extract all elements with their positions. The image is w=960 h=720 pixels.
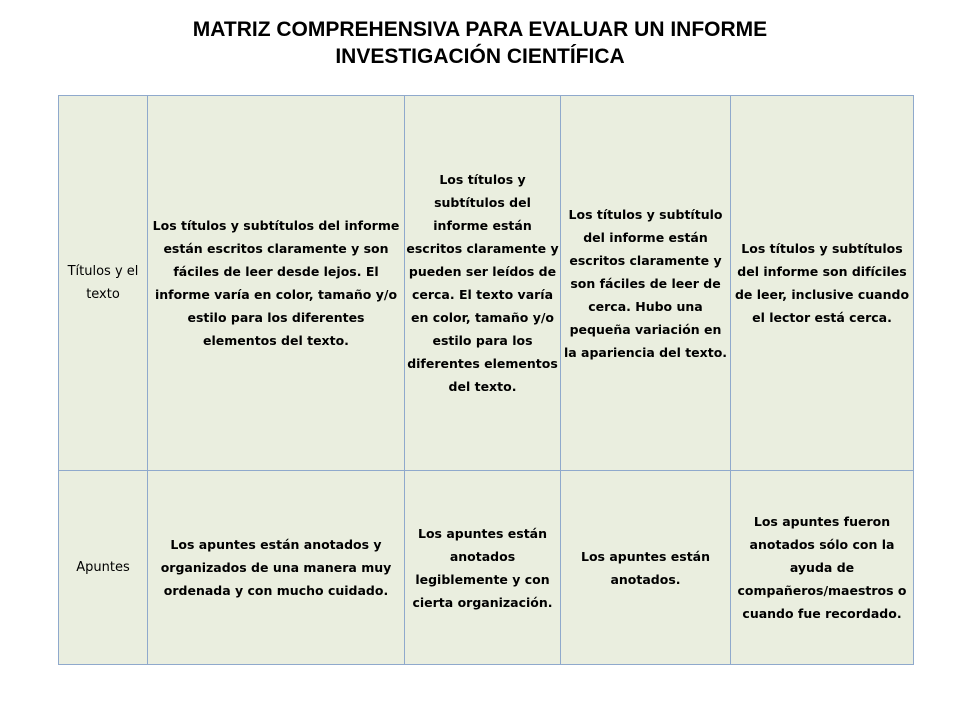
table-row	[59, 471, 914, 665]
level-cell: Los apuntes están anotados legiblemente y con cierta organización.	[405, 471, 561, 665]
level-cell: Los títulos y subtítulos del informe son difíciles de leer, inclusive cuando el lector está cerca.	[731, 96, 914, 471]
title-line-1: MATRIZ COMPREHENSIVA PARA EVALUAR UN INFORME	[192, 18, 768, 41]
level-cell: Los apuntes están anotados y organizados de una manera muy ordenada y con mucho cuidado.	[148, 471, 405, 665]
title-line-2: INVESTIGACIÓN CIENTÍFICA	[335, 45, 625, 68]
criterion-cell: Títulos y el texto	[59, 96, 148, 471]
level-cell: Los apuntes fueron anotados sólo con la ayuda de compañeros/maestros o cuando fue recordado.	[731, 471, 914, 665]
rubric-table	[58, 95, 914, 665]
level-cell: Los títulos y subtítulo del informe están escritos claramente y son fáciles de leer de cerca. Hubo una pequeña variación en la apariencia del texto.	[561, 96, 731, 471]
level-cell: Los títulos y subtítulos del informe están escritos claramente y pueden ser leídos de cerca. El texto varía en color, tamaño y/o estilo para los diferentes elementos del texto.	[405, 96, 561, 471]
criterion-cell: Apuntes	[59, 471, 148, 665]
level-cell: Los títulos y subtítulos del informe están escritos claramente y son fáciles de leer desde lejos. El informe varía en color, tamaño y/o estilo para los diferentes elementos del texto.	[148, 96, 405, 471]
page-title	[0, 16, 960, 70]
table-row	[59, 96, 914, 471]
level-cell: Los apuntes están anotados.	[561, 471, 731, 665]
